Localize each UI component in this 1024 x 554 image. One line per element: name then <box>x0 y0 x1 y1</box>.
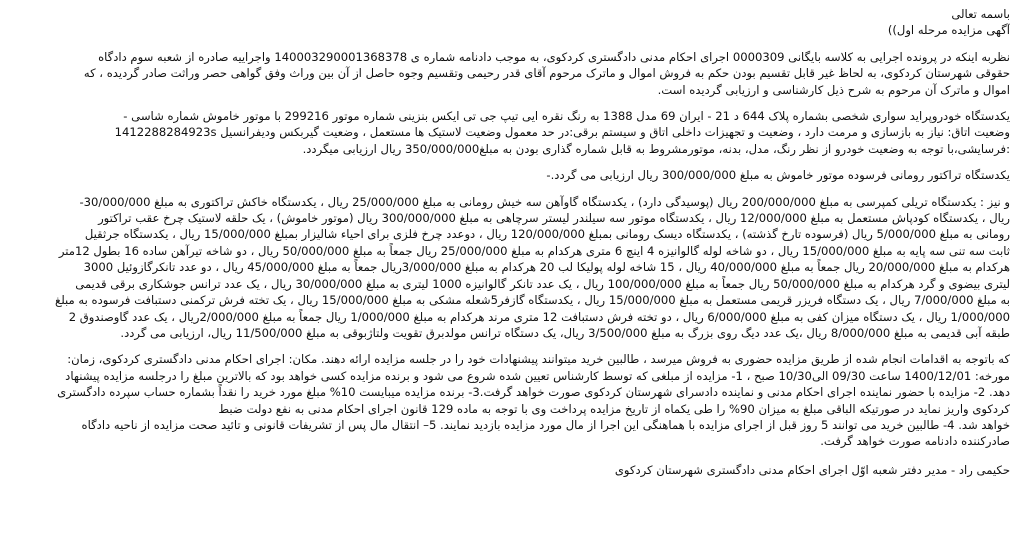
text-line: اموال و ماترک آن مرحوم به شرح ذیل کارشناسی و ارزیابی گردیده است. <box>657 82 1010 97</box>
text-line: وضعیت اتاق: نیاز به بازسازی و مرمت دارد ، وضعیت و تجهیزات داخلی اتاق و سیستم برقی:در حد معمول وضعیت لاستیک ها مستعمل ، وضعیت گیربکس ودیفرانسیل 1412288284923s <box>114 125 1010 140</box>
text-line: و نیز : یکدستگاه تریلی کمپرسی به مبلغ 200/000/000 ریال (پوسیدگی دارد) ، یکدستگاه گاوآهن سه خیش رومانی به مبلغ 25/000/000 ریال ، یکدستگاه خاکش تراکتوری به مبلغ 30/000/000- <box>79 194 1010 209</box>
text-line: 1/000/000 ریال ، یک دستگاه میزان کفی به مبلغ 6/000/000 ریال ، دو تخته فرش دستبافت 12 متری مرند هرکدام به مبلغ 1/000/000 ریال جمعاً به مبلغ 2/000/000ریال ، یک عدد گاوصندوق 2 <box>68 309 1010 324</box>
text-line: :فرسایشی،با توجه به وضعیت خودرو از نظر رنگ، مدل، بدنه، موتورمشروط به قابل شماره گذاری بودن به مبلغ350/000/000 ریال ارزیابی میگردد. <box>302 141 1010 156</box>
invocation-line: باسمه تعالی <box>951 7 1010 21</box>
text-line: نظربه اینکه در پرونده اجرایی به کلاسه بایگانی 0000309 اجرای احکام مدنی دادگستری کردکوی، به موجب دادنامه شماره ی 140003290001368378 واجراییه صادره از شعبه سوم دادگاه <box>98 49 1010 64</box>
text-line: به مبلغ 7/000/000 ریال ، یک دستگاه فریزر قریمی مستعمل به مبلغ 15/000/000 ریال ، یکدستگاه گازفر5شعله مشکی به مبلغ 15/000/000 ریال ، یک تخته فرش ترکمنی دستبافت فرسوده به مبلغ <box>55 293 1010 308</box>
text-line: حقوقی شهرستان کردکوی، به لحاظ غیر قابل تقسیم بودن حکم به فروش اموال و ماترک مرحوم آقای قدر رحیمی وتقسیم وجوه حاصل از آن بین وراث وفق گواهی حصر وراثت صادر گردیده ، که <box>83 66 1010 81</box>
notice-title: آگهی مزایده مرحله اول)) <box>887 23 1010 38</box>
text-line: ثابت سه تنی سه پایه به مبلغ 15/000/000 ریال ، دو شاخه لوله گالوانیزه 4 اینچ 6 متری هرکدام به مبلغ 25/000/000 ریال جمعاً به مبلغ 50/000/000 ریال ، دو شاخه تیرآهن ساده 16 بطول 12متر <box>58 243 1010 258</box>
text-line: دهد. 2- مزایده با حضور نماینده اجرای احکام مدنی و نماینده دادسرای شهرستان کردکوی صورت خواهد گرفت.3- برنده مزایده میبایست 10% مبلغ مورد خرید را نقداً بشماره حساب سپرده دادگستری <box>57 385 1010 400</box>
paragraph-intro <box>14 49 1010 98</box>
text-line: یکدستگاه خودروپراید سواری شخصی بشماره پلاک 644 د 21 - ایران 69 مدل 1388 به رنگ نقره ایی تیپ جی تی ایکس بنزینی شماره موتور 299216 با موتور خاموش شماره شاسی - <box>123 109 1010 124</box>
text-line: طبقه آبی قدیمی به مبلغ 8/000/000 ریال ،یک عدد دیگ روی بزرگ به مبلغ 3/500/000 ریال، یک دستگاه ترانس مولدبرق تقویت ولتاژبوقی به مبلغ 11/500/000 ریال، ارزیابی می گردد. <box>120 325 1010 340</box>
text-line: که باتوجه به اقدامات انجام شده از طریق مزایده حضوری به فروش میرسد ، طالبین خرید میتوانند پیشنهادات خود را در جلسه مزایده ارائه دهند. مکان: اجرای احکام مدنی دادگستری کردکوی، زمان: <box>67 352 1010 367</box>
text-line: کردکوی واریز نماید در صورتیکه الباقی مبلغ به میزان 90% را طی یکماه از تاریخ مزایده پرداخت وی با توجه به ماده 129 قانون اجرای احکام مدنی به نفع دولت ضبط <box>218 401 1010 416</box>
text-line: رومانی به مبلغ 5/000/000 ریال (فرسوده تارخ گذشته) ، یکدستگاه دیسک رومانی بمبلغ 120/000/000 ریال ، دوعدد چرخ فلزی برای احیاء شالیزار بمبلغ 15/000/000 ریال ، یکدستگاه جرثقیل <box>84 227 1010 242</box>
text-line: لیتری بیضوی و گرد هرکدام به مبلغ 50/000/000 ریال جمعاً به مبلغ 100/000/000 ریال ، یک عدد تانکر گالوانیزه 1000 لیتری به مبلغ 30/000/000 ریال ، یک عدد ترانس جوشکاری برقی قدیمی <box>75 276 1010 291</box>
paragraph-car <box>14 108 1010 157</box>
text-line: خواهد شد. 4- طالبین خرید می توانند 5 روز قبل از اجرای مزایده با هماهنگی این اجرا از مال مورد مزایده بازدید نمایند. 5– انتقال مال پس از تشریفات قانونی و تائید صحت مزایده از ناحیه دادگاه <box>81 417 1010 432</box>
text-line: صادرکننده دادنامه صورت خواهد گرفت. <box>820 434 1010 449</box>
signature-line: حکیمی راد - مدیر دفتر شعبه اوّل اجرای احکام مدنی دادگستری شهرستان کردکوی <box>614 462 1010 477</box>
paragraph-tractor <box>14 167 1010 183</box>
paragraph-conditions <box>14 351 1010 449</box>
paragraph-equipment <box>14 194 1010 342</box>
text-line: یکدستگاه تراکتور رومانی فرسوده موتور خاموش به مبلغ 300/000/000 ریال ارزیابی می گردد.- <box>546 168 1010 183</box>
text-line: هرکدام به مبلغ 20/000/000 ریال جمعاً به مبلغ 40/000/000 ریال ، 15 شاخه لوله پولیکا لب 20 هرکدام به مبلغ 3/000/000ریال جمعاً به مبلغ 45/000/000 ریال ، دو عدد تانکرگازوئیل 3000 <box>83 260 1010 275</box>
text-line: مورخه: 1400/12/01 ساعت 09/30 الی10/30 صبح ، 1- مزایده از مبلغی که توسط کارشناس تعیین شده شروع می شود و برنده مزایده کسی خواهد بود که بالاترین مبلغ را درجلسه مزایده پیشنهاد <box>65 368 1010 383</box>
text-line: ریال ، یکدستگاه کودپاش مستعمل به مبلغ 12/000/000 ریال ، یکدستگاه موتور سه سیلندر لیستر سرچاهی به مبلغ 300/000/000 ریال (موتور خاموش) ، یک حلقه لاستیک چرخ عقب تراکتور <box>98 211 1010 226</box>
